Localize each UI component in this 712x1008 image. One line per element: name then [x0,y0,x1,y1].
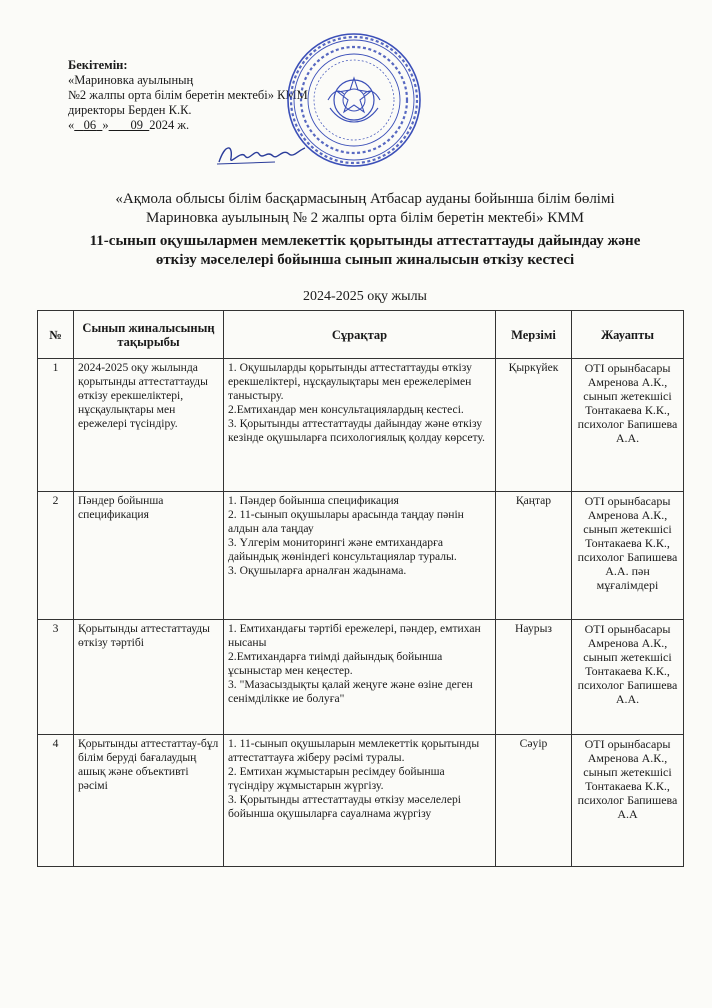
approval-title: Бекітемін: [68,58,128,72]
schedule-table [37,310,684,867]
header-term: Мерзімі [496,311,572,359]
row-topic: 2024-2025 оқу жылында қорытынды аттестаттауды өткізу ерекшеліктері, нұсқаулықтары мен ережелері түсіндіру. [74,359,224,492]
row-number: 3 [38,620,74,735]
header-topic: Сынып жиналысының тақырыбы [74,311,224,359]
org-line-2: Мариновка ауылының № 2 жалпы орта білім беретін мектебі» КММ [146,210,584,226]
row-number: 1 [38,359,74,492]
date-day: 06 [83,118,97,132]
row-term: Наурыз [496,620,572,735]
row-responsible: ОТІ орынбасары Амренова А.К., сынып жетекшісі Тонтакаева К.К., психолог Бапишева А.А. [572,359,684,492]
org-line-1: «Ақмола облысы білім басқармасының Атбасар ауданы бойынша білім бөлімі [115,191,615,207]
row-topic: Пәндер бойынша спецификация [74,492,224,620]
approval-school-line2: №2 жалпы орта білім беретін мектебі» КММ [68,88,308,102]
table-row [38,359,684,492]
approval-school-line1: «Мариновка ауылының [68,73,194,87]
row-responsible: ОТІ орынбасары Амренова А.К., сынып жетекшісі Тонтакаева К.К., психолог Бапишева А.А. [572,620,684,735]
row-questions: 1. Емтихандағы тәртібі ережелері, пәндер, емтихан нысаны 2.Емтихандарға тиімді дайындық бойынша ұсыныстар мен кеңестер. 3. "Мазасыздықты қалай жеңуге және өзіне деген сенімділікке ие болуға" [224,620,496,735]
header-responsible: Жауапты [572,311,684,359]
row-topic: Қорытынды аттестаттауды өткізу тәртібі [74,620,224,735]
row-number: 4 [38,735,74,867]
date-month: 09 [130,118,143,132]
organization-header [40,190,690,228]
header-num: № [38,311,74,359]
row-term: Қыркүйек [496,359,572,492]
row-term: Қаңтар [496,492,572,620]
table-row [38,735,684,867]
row-questions: 1. Оқушыларды қорытынды аттестаттауды өткізу ерекшеліктері, нұсқаулықтары мен ережелерімен таныстыру. 2.Емтихандар мен консультациялардың кестесі. 3. Қорытынды аттестаттауды дайындау және өткізу кезінде оқушыларға психологиялық қолдау көрсету. [224,359,496,492]
approval-date: « 06 » 09 2024 ж. [68,118,190,132]
row-responsible: ОТІ орынбасары Амренова А.К., сынып жетекшісі Тонтакаева К.К., психолог Бапишева А.А. пән мұғалімдері [572,492,684,620]
director-signature [215,140,307,168]
row-number: 2 [38,492,74,620]
row-term: Сәуір [496,735,572,867]
table-header-row [38,311,684,359]
row-questions: 1. 11-сынып оқушыларын мемлекеттік қорытынды аттестаттауға жіберу рәсімі туралы. 2. Емтихан жұмыстарын ресімдеу бойынша түсіндіру жұмыстарын жүргізу. 3. Қорытынды аттестаттауды өткізу мәселелері бойынша оқушыларға сауалнама жүргізу [224,735,496,867]
row-questions: 1. Пәндер бойынша спецификация 2. 11-сынып оқушылары арасында таңдау пәнін алдын ала таңдау 3. Үлгерім мониторингі және емтихандарға дайындық жөніндегі консультациялар туралы. 3. Оқушыларға арналған жадынама. [224,492,496,620]
document-title [40,232,690,270]
title-line-2: өткізу мәселелері бойынша сынып жиналысын өткізу кестесі [155,252,575,268]
row-topic: Қорытынды аттестаттау-бұл білім беруді бағалаудың ашық және объективті рәсімі [74,735,224,867]
row-responsible: ОТІ орынбасары Амренова А.К., сынып жетекшісі Тонтакаева К.К., психолог Бапишева А.А [572,735,684,867]
header-questions: Сұрақтар [224,311,496,359]
approval-director: директоры Берден К.К. [68,103,192,117]
table-row [38,620,684,735]
academic-year: 2024-2025 оқу жылы [303,289,427,304]
table-row [38,492,684,620]
title-line-1: 11-сынып оқушылармен мемлекеттік қорытынды аттестаттауды дайындау және [89,233,641,249]
